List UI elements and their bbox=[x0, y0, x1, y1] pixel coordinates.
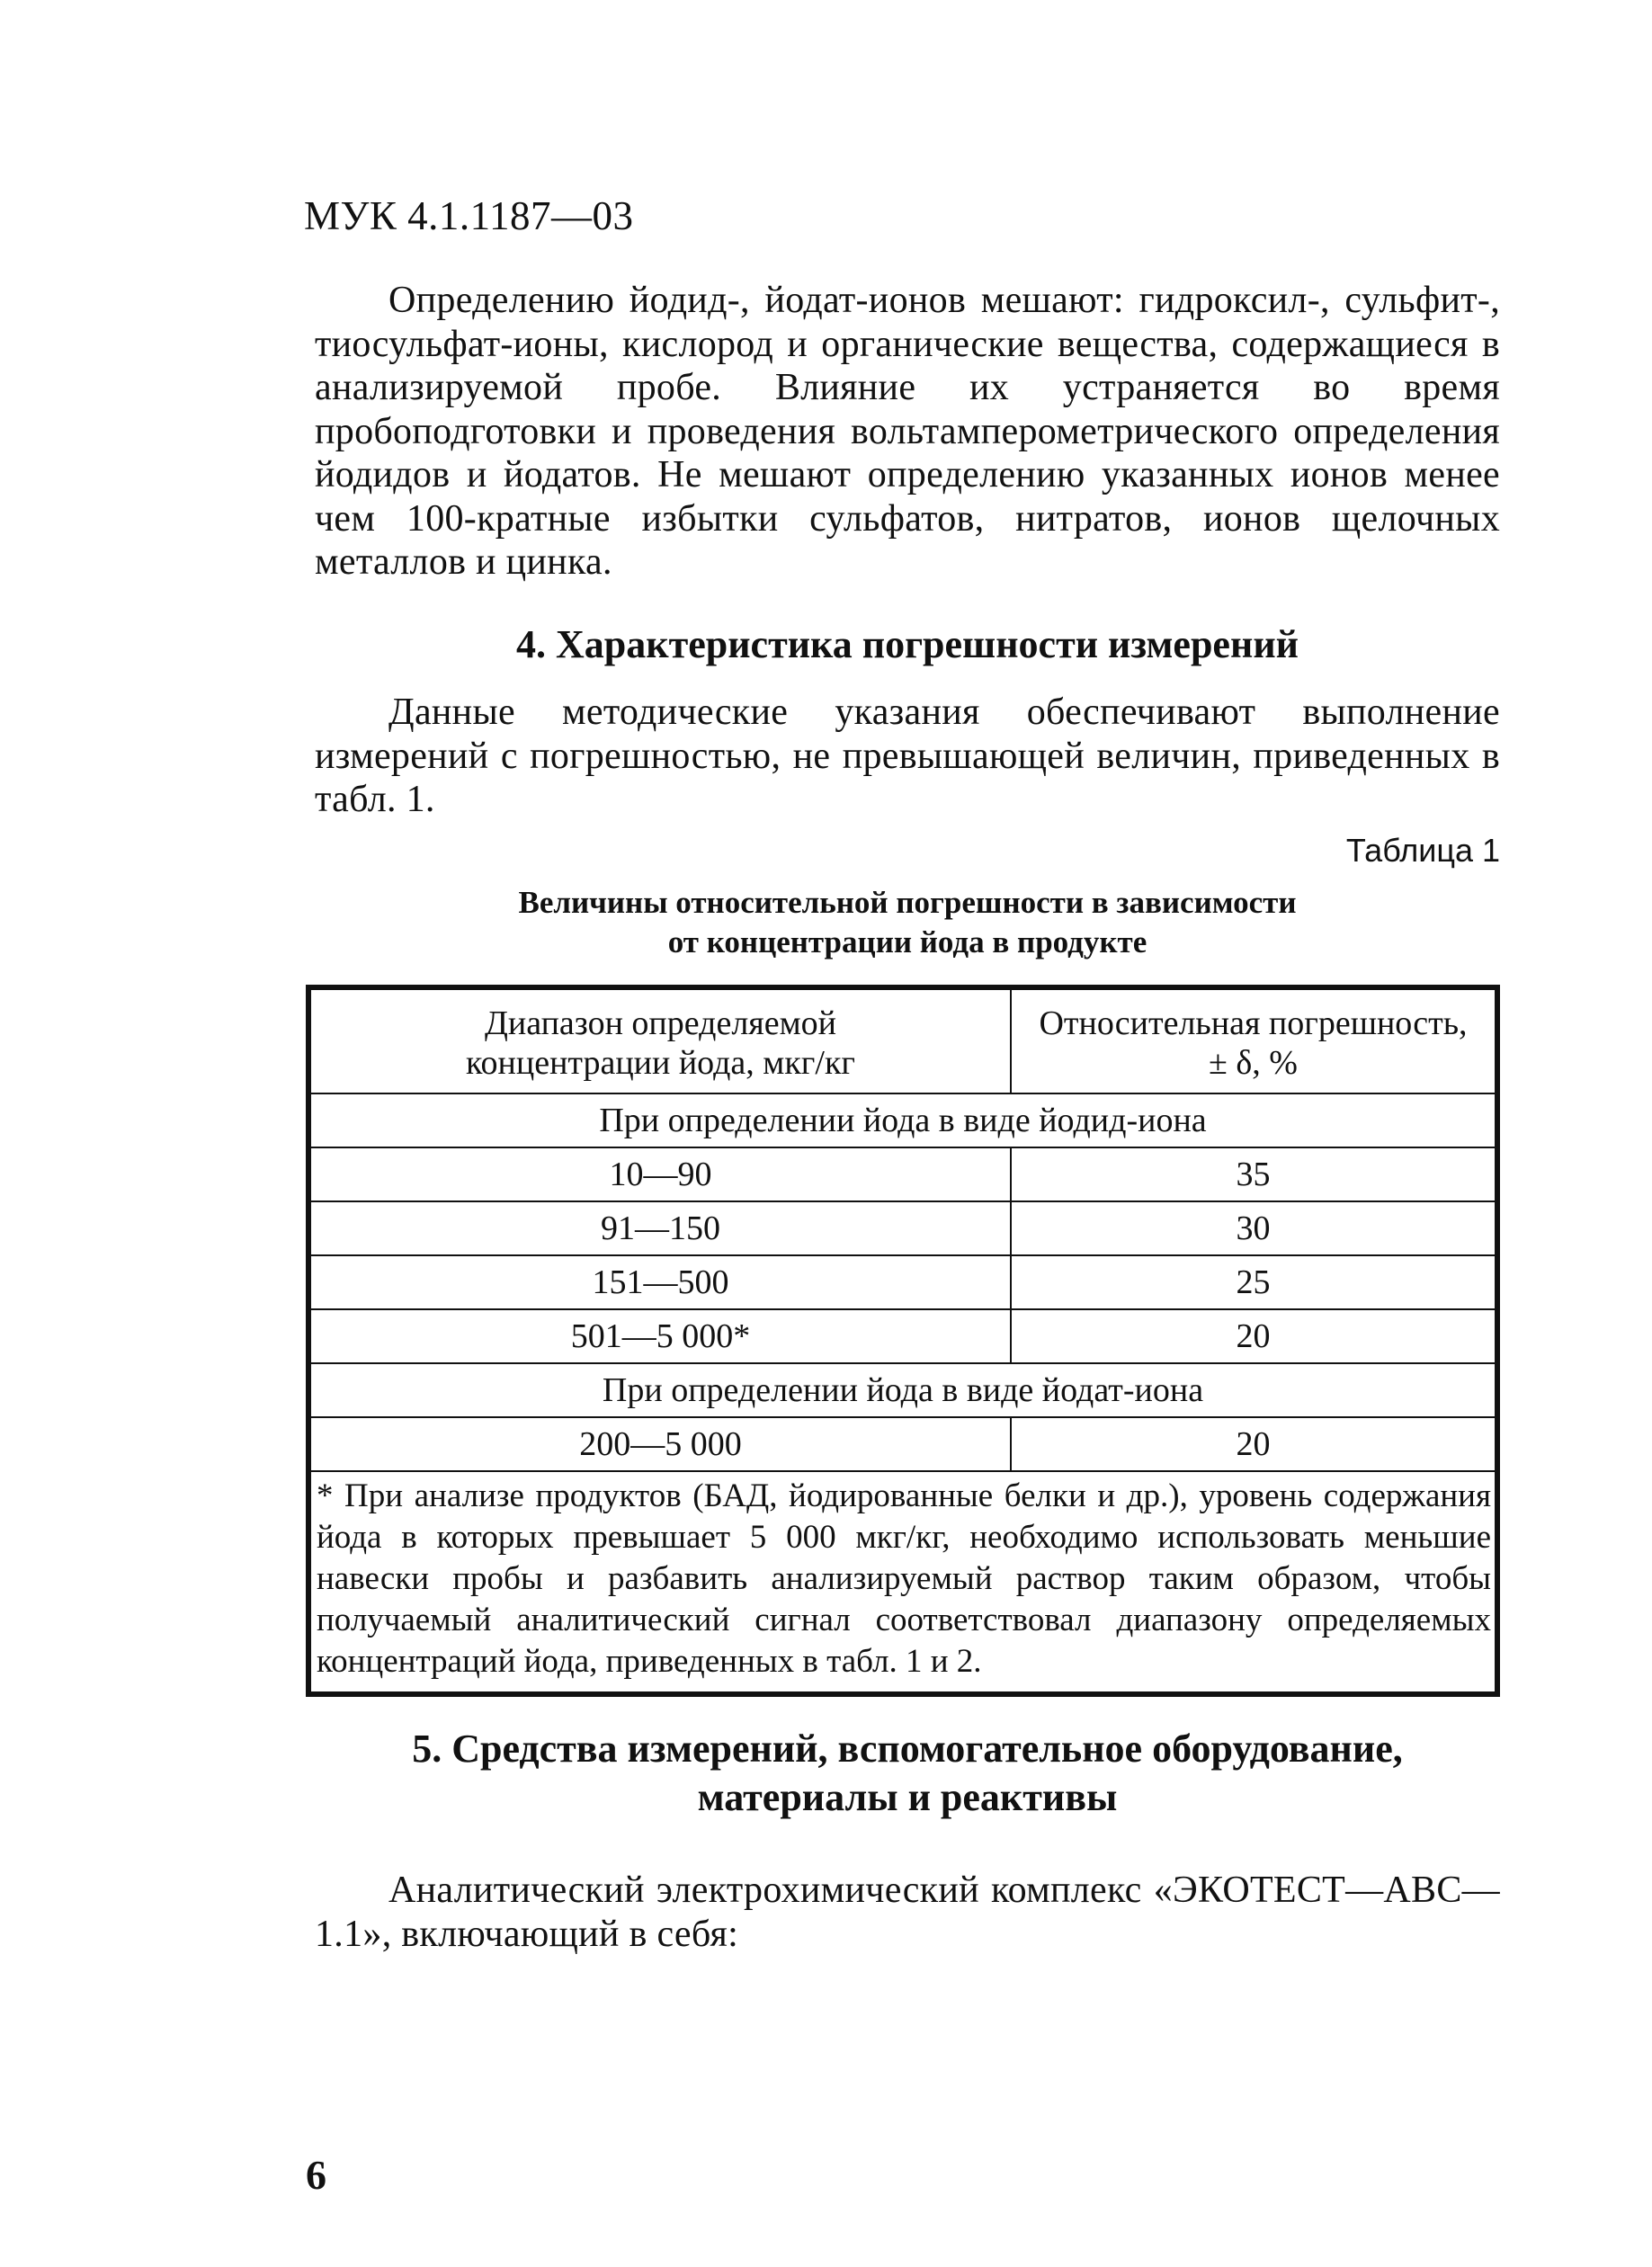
section-4-title: 4. Характеристика погрешности измерений bbox=[515, 622, 1299, 666]
document-code-header: МУК 4.1.1187—03 bbox=[304, 193, 634, 238]
table-row bbox=[310, 1201, 1496, 1255]
section-5-title-line-2: материалы и реактивы bbox=[697, 1775, 1118, 1819]
error-cell: 30 bbox=[1011, 1201, 1496, 1255]
error-table bbox=[306, 985, 1500, 1697]
range-cell: 200—5 000 bbox=[310, 1417, 1011, 1471]
col-header-error-line-1: Относительная погрешность, bbox=[1039, 1004, 1468, 1042]
range-cell: 501—5 000* bbox=[310, 1309, 1011, 1363]
section-5-title bbox=[304, 1725, 1511, 1822]
error-cell: 25 bbox=[1011, 1255, 1496, 1309]
error-cell: 20 bbox=[1011, 1417, 1496, 1471]
group-row-iodide bbox=[310, 1093, 1496, 1147]
range-cell: 151—500 bbox=[310, 1255, 1011, 1309]
range-cell: 10—90 bbox=[310, 1147, 1011, 1201]
error-cell: 35 bbox=[1011, 1147, 1496, 1201]
section-5-title-line-1: 5. Средства измерений, вспомогательное оборудование, bbox=[412, 1727, 1403, 1771]
table-header-row bbox=[310, 989, 1496, 1093]
col-header-range-line-1: Диапазон определяемой bbox=[484, 1004, 837, 1042]
page-number: 6 bbox=[306, 2152, 326, 2198]
col-header-range-line-2: концентрации йода, мкг/кг bbox=[466, 1044, 855, 1082]
col-header-error bbox=[1011, 989, 1496, 1093]
group-title-iodate: При определении йода в виде йодат-иона bbox=[310, 1363, 1496, 1417]
intro-paragraph: Определению йодид-, йодат-ионов мешают: гидроксил-, сульфит-, тиосульфат-ионы, кислород и органические вещества, содержащиеся в анализируемой пробе. Влияние их устраняется во время пробоподготовки и проведения вольтамперометрического определения йодидов и йодатов. Не мешают определению указанных ионов менее чем 100-кратные избытки сульфатов, нитратов, ионов щелочных металлов и цинка. bbox=[315, 280, 1500, 583]
col-header-range bbox=[310, 989, 1011, 1093]
table-footnote: * При анализе продуктов (БАД, йодированные белки и др.), уровень содержания йода в которых превышает 5 000 мкг/кг, необходимо использовать меньшие навески пробы и разбавить анализируемый раствор таким образом, чтобы получаемый аналитический сигнал соответствовал диапазону определяемых концентраций йода, приведенных в табл. 1 и 2. bbox=[310, 1471, 1496, 1692]
error-cell: 20 bbox=[1011, 1309, 1496, 1363]
table-row bbox=[310, 1255, 1496, 1309]
table-row bbox=[310, 1309, 1496, 1363]
footnote-row bbox=[310, 1471, 1496, 1692]
section-4-paragraph: Данные методические указания обеспечивают выполнение измерений с погрешностью, не превышающей величин, приведенных в табл. 1. bbox=[315, 692, 1500, 820]
group-title-iodide: При определении йода в виде йодид-иона bbox=[310, 1093, 1496, 1147]
table-caption bbox=[304, 883, 1511, 962]
table-caption-line-2: от концентрации йода в продукте bbox=[667, 924, 1147, 959]
group-row-iodate bbox=[310, 1363, 1496, 1417]
table-label: Таблица 1 bbox=[1345, 832, 1500, 869]
col-header-error-line-2: ± δ, % bbox=[1209, 1044, 1298, 1082]
range-cell: 91—150 bbox=[310, 1201, 1011, 1255]
table-row bbox=[310, 1147, 1496, 1201]
table-caption-line-1: Величины относительной погрешности в зависимости bbox=[518, 885, 1297, 920]
section-5-paragraph: Аналитический электрохимический комплекс «ЭКОТЕСТ—АВС—1.1», включающий в себя: bbox=[315, 1870, 1500, 1955]
table-row bbox=[310, 1417, 1496, 1471]
